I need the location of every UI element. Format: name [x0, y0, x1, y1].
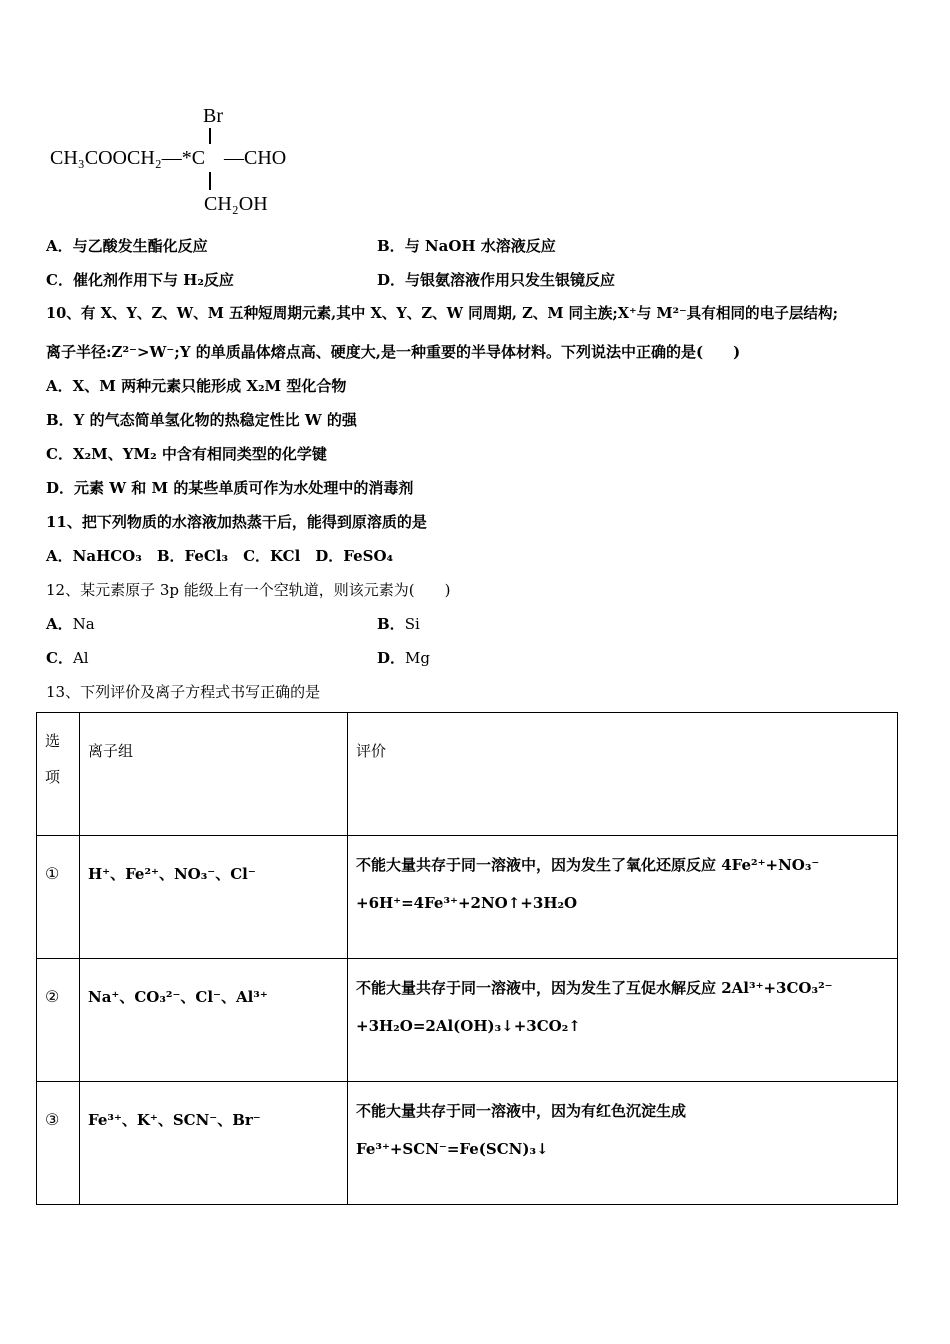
- formula-bond-top: [209, 128, 211, 144]
- q11-stem: 11、把下列物质的水溶液加热蒸干后，能得到原溶质的是: [46, 513, 427, 531]
- header-option-line1: 选: [45, 732, 61, 750]
- header-evaluation: [348, 713, 898, 836]
- option-letter: C．: [46, 649, 73, 667]
- q9-option-a: [46, 236, 208, 256]
- q10-option-d: D．元素 W 和 M 的某些单质可作为水处理中的消毒剂: [46, 479, 414, 497]
- option-letter: D．: [377, 649, 406, 667]
- row-ions: [80, 1082, 348, 1205]
- table-row: [37, 1082, 898, 1205]
- option-text: 与 NaOH 水溶液反应: [404, 237, 556, 255]
- row-option-label: ①: [45, 864, 60, 883]
- option-letter: A．: [46, 615, 73, 633]
- option-text: Na: [72, 615, 95, 633]
- option-letter: D．: [377, 271, 406, 289]
- row-option: [37, 1082, 80, 1205]
- row-ions: [80, 959, 348, 1082]
- header-option-line2: 项: [45, 768, 61, 786]
- row-option: [37, 959, 80, 1082]
- q13-stem: 13、下列评价及离子方程式书写正确的是: [46, 683, 321, 701]
- row-option-label: ③: [45, 1110, 60, 1129]
- row-evaluation-line1: 不能大量共存于同一溶液中，因为发生了互促水解反应 2Al³⁺+3CO₃²⁻: [356, 979, 833, 997]
- header-ions-label: 离子组: [88, 742, 134, 760]
- row-ions-text: Fe³⁺、K⁺、SCN⁻、Br⁻: [88, 1111, 261, 1129]
- option-letter: B．: [377, 615, 405, 633]
- formula-left-chain: CH₃COOCH₂—*C: [50, 147, 206, 169]
- header-evaluation-label: 评价: [356, 742, 387, 760]
- option-text: Si: [404, 615, 420, 633]
- row-evaluation: [348, 1082, 898, 1205]
- evaluation-table: [36, 712, 898, 1205]
- option-text: Al: [72, 649, 89, 667]
- option-text: 催化剂作用下与 H₂反应: [72, 271, 234, 289]
- formula-bond-bottom: [209, 172, 211, 190]
- row-option: [37, 836, 80, 959]
- row-evaluation-line2: Fe³⁺+SCN⁻=Fe(SCN)₃↓: [356, 1140, 549, 1158]
- formula-bottom-group: CH₂OH: [204, 193, 268, 215]
- row-evaluation-line2: +3H₂O=2Al(OH)₃↓+3CO₂↑: [356, 1017, 581, 1035]
- q10-stem-line2: 离子半径:Z²⁻>W⁻;Y 的单质晶体熔点高、硬度大,是一种重要的半导体材料。下列说法中正确的是( ): [46, 343, 741, 361]
- option-letter: B．: [377, 237, 405, 255]
- option-letter: C．: [46, 271, 73, 289]
- row-ions: [80, 836, 348, 959]
- row-evaluation-line2: +6H⁺=4Fe³⁺+2NO↑+3H₂O: [356, 894, 578, 912]
- q12-stem: 12、某元素原子 3p 能级上有一个空轨道，则该元素为( ): [46, 581, 451, 599]
- q9-option-b: [377, 236, 556, 256]
- row-evaluation-line1: 不能大量共存于同一溶液中，因为有红色沉淀生成: [356, 1102, 687, 1120]
- row-option-label: ②: [45, 987, 60, 1006]
- row-evaluation: [348, 836, 898, 959]
- q12-option-d: [377, 648, 430, 668]
- q12-option-a: [46, 614, 95, 634]
- header-option: [37, 713, 80, 836]
- row-ions-text: H⁺、Fe²⁺、NO₃⁻、Cl⁻: [88, 865, 256, 883]
- table-header-row: [37, 713, 898, 836]
- option-text: 与乙酸发生酯化反应: [72, 237, 208, 255]
- q10-option-b: B．Y 的气态简单氢化物的热稳定性比 W 的强: [46, 411, 357, 429]
- q11-options: A．NaHCO₃ B．FeCl₃ C．KCl D．FeSO₄: [46, 547, 394, 565]
- q12-option-c: [46, 648, 89, 668]
- q9-option-c: [46, 270, 234, 290]
- table-row: [37, 959, 898, 1082]
- option-text: 与银氨溶液作用只发生银镜反应: [405, 271, 616, 289]
- header-ions: [80, 713, 348, 836]
- row-evaluation-line1: 不能大量共存于同一溶液中，因为发生了氧化还原反应 4Fe²⁺+NO₃⁻: [356, 856, 820, 874]
- formula-right-group: —CHO: [224, 147, 287, 169]
- q9-option-d: [377, 270, 615, 290]
- row-ions-text: Na⁺、CO₃²⁻、Cl⁻、Al³⁺: [88, 988, 268, 1006]
- option-text: Mg: [405, 649, 430, 667]
- q12-option-b: [377, 614, 420, 634]
- formula-top-atom: Br: [203, 105, 223, 127]
- q10-option-c: C．X₂M、YM₂ 中含有相同类型的化学键: [46, 445, 327, 463]
- q10-option-a: A．X、M 两种元素只能形成 X₂M 型化合物: [46, 377, 347, 395]
- table-row: [37, 836, 898, 959]
- row-evaluation: [348, 959, 898, 1082]
- option-letter: A．: [46, 237, 73, 255]
- q10-stem-line1: 10、有 X、Y、Z、W、M 五种短周期元素,其中 X、Y、Z、W 同周期, Z、M 同主族;X⁺与 M²⁻具有相同的电子层结构;: [46, 305, 838, 322]
